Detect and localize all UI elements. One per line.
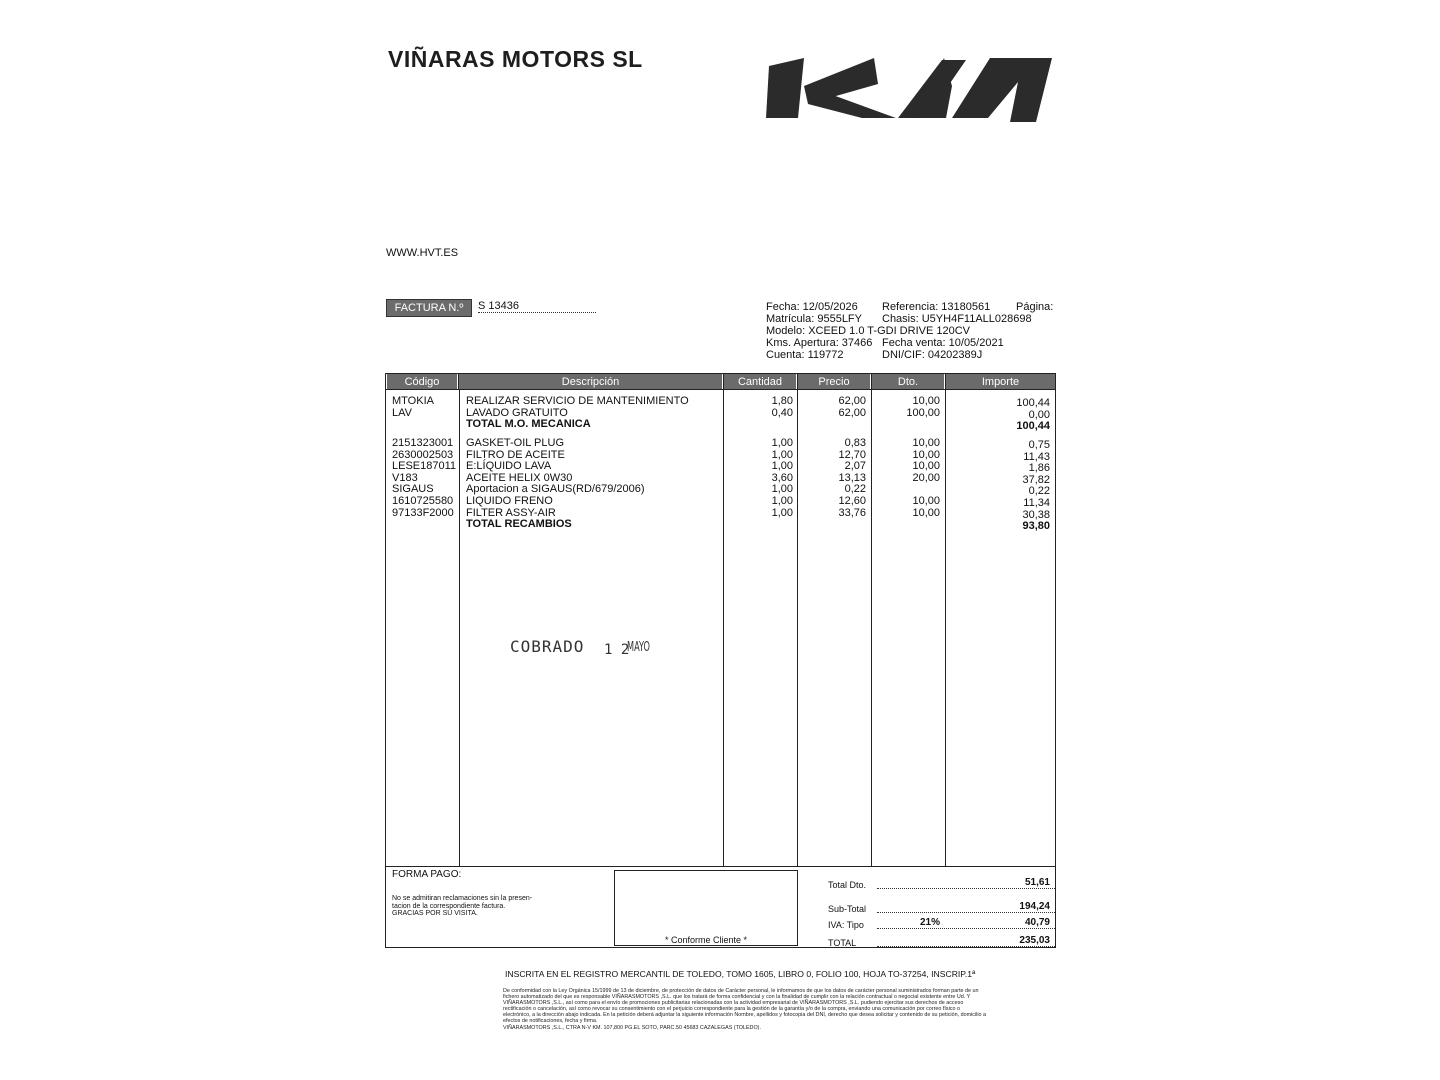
row-importe: 11,43 — [1023, 450, 1050, 463]
modelo: Modelo: XCEED 1.0 T-GDI DRIVE 120CV — [766, 325, 970, 337]
row-dto: 10,00 — [912, 437, 940, 449]
factura-number: S 13436 — [478, 300, 519, 312]
legal-text — [503, 988, 1055, 1031]
fecha: Fecha: 12/05/2026 — [766, 301, 858, 313]
forma-pago: FORMA PAGO: — [392, 869, 462, 880]
row-importe: 0,75 — [1028, 439, 1050, 451]
row-descripcion: LIQUIDO FRENO — [466, 495, 553, 507]
note-line-2: tacion de la correspondiente factura. — [392, 902, 506, 910]
row-cantidad: 3,60 — [771, 471, 793, 484]
col-cantidad: Cantidad — [724, 374, 796, 389]
row-descripcion: FILTRO DE ACEITE — [466, 448, 565, 461]
iva-label: IVA: Tipo — [828, 920, 864, 930]
row-dto: 10,00 — [912, 495, 940, 507]
total-value: 235,03 — [1019, 935, 1050, 946]
row-codigo: SIGAUS — [392, 483, 434, 495]
row-descripcion: E:LÍQUIDO LAVA — [466, 460, 552, 472]
pagina: Página: — [1016, 301, 1054, 313]
row-descripcion: LAVADO GRATUITO — [466, 407, 568, 419]
col-codigo: Código — [387, 374, 457, 389]
row-precio: 0,83 — [844, 437, 866, 449]
legal-line: VIÑARASMOTORS ,S.L., CTRA N-V KM. 107,800 PG.EL SOTO, PARC.50 45683 CAZALEGAS (TOLEDO). — [503, 1024, 761, 1031]
row-cantidad: 1,00 — [771, 483, 793, 495]
factura-dotted-line — [478, 308, 596, 313]
iva-tipo: 21% — [919, 917, 940, 928]
factura-label: FACTURA N.º — [386, 299, 472, 317]
row-dto: 10,00 — [912, 448, 940, 461]
note-line-3: GRACIAS POR SU VISITA. — [392, 910, 478, 917]
row-codigo: 2151323001 — [392, 437, 454, 449]
dotted-line — [877, 912, 1055, 913]
row-codigo: LESE187011 — [392, 460, 457, 472]
row-dto: 10,00 — [912, 395, 940, 407]
subtotal-label: Sub-Total — [828, 904, 867, 914]
row-cantidad: 1,00 — [771, 507, 793, 519]
row-cantidad: 1,00 — [771, 448, 793, 461]
row-cantidad: 1,00 — [771, 495, 793, 507]
col-precio: Precio — [798, 374, 870, 389]
legal-line: fichero automatizado del que es responsable VIÑARASMOTORS ,S.L. que los tratará de forma confidencial y con la finalidad de cumplir con la relación contractual o negocial existente entre Ud. Y — [503, 994, 971, 1001]
header-divider — [386, 389, 1055, 390]
row-codigo: 2630002503 — [392, 448, 454, 461]
row-precio: 2,07 — [844, 460, 866, 472]
total-dto-value: 51,61 — [1024, 877, 1050, 888]
col-importe: Importe — [946, 374, 1055, 389]
row-precio: 12,70 — [838, 448, 866, 461]
col-divider — [459, 389, 460, 866]
col-descripcion: Descripción — [459, 374, 722, 389]
col-dto: Dto. — [872, 374, 944, 389]
row-descripcion: Aportacion a SIGAUS(RD/679/2006) — [466, 483, 645, 495]
fecha-venta: Fecha venta: 10/05/2021 — [882, 337, 1004, 349]
total-label: TOTAL — [828, 938, 857, 948]
note-line-1: No se admitiran reclamaciones sin la presen- — [392, 895, 533, 902]
row-importe: 0,22 — [1028, 485, 1050, 497]
row-cantidad: 1,00 — [771, 460, 793, 472]
cuenta: Cuenta: 119772 — [766, 349, 844, 361]
row-importe: 100,44 — [1016, 420, 1050, 432]
row-descripcion: TOTAL RECAMBIOS — [466, 518, 572, 530]
row-importe: 100,44 — [1016, 397, 1050, 409]
dotted-line — [877, 928, 1055, 929]
row-descripcion: TOTAL M.O. MECANICA — [466, 418, 591, 430]
row-importe: 0,00 — [1028, 409, 1050, 421]
conforme-cliente: * Conforme Cliente * — [664, 935, 748, 945]
row-dto: 20,00 — [912, 471, 940, 484]
company-name: VIÑARAS MOTORS SL — [388, 46, 643, 72]
iva-value: 40,79 — [1024, 917, 1050, 928]
dotted-line — [877, 946, 1055, 947]
dni-cif: DNI/CIF: 04202389J — [882, 349, 983, 361]
legal-line: VIÑARASMOTORS ,S.L., así como para el envío de promociones publicitarias relacionadas con la actividad empresarial de VIÑARASMOTORS ,S.L. pudiendo ejercitar sus derechos de acceso — [503, 1000, 964, 1007]
row-codigo: 97133F2000 — [392, 507, 454, 519]
stamp-day: 1 2 — [604, 642, 630, 658]
row-precio: 62,00 — [838, 407, 866, 419]
row-importe: 11,34 — [1023, 497, 1050, 509]
row-precio: 12,60 — [838, 495, 866, 507]
chasis: Chasis: U5YH4F11ALL028698 — [882, 313, 1032, 325]
row-codigo: V183 — [392, 471, 418, 484]
row-precio: 13,13 — [838, 471, 866, 484]
footer-divider — [386, 866, 1055, 867]
row-codigo: 1610725580 — [392, 495, 454, 507]
row-dto: 10,00 — [912, 460, 940, 472]
website: WWW.HVT.ES — [386, 247, 459, 259]
legal-line: De conformidad con la Ley Orgánica 15/1999 de 13 de diciembre, de protección de datos de Carácter personal, le informamos de que los datos de carácter personal suministrados forman parte de un — [503, 988, 979, 994]
total-dto-label: Total Dto. — [828, 880, 867, 890]
row-descripcion: GASKET-OIL PLUG — [466, 437, 565, 449]
row-cantidad: 0,40 — [771, 407, 793, 419]
legal-line: electrónico, a la dirección abajo indicada. En la petición deberá adjuntar la siguiente información Nombre, apellidos y fotocopia del DNI, derecho que desea solicitar y contenido de su petición, domicilio a — [503, 1012, 987, 1019]
cobrado-stamp: COBRADO — [510, 637, 585, 656]
row-importe: 93,80 — [1022, 520, 1050, 532]
row-dto: 100,00 — [906, 407, 940, 419]
row-precio: 0,22 — [844, 483, 866, 495]
referencia: Referencia: 13180561 — [882, 301, 991, 313]
dotted-line — [877, 888, 1055, 889]
row-descripcion: FILTER ASSY-AIR — [466, 507, 556, 519]
subtotal-value: 194,24 — [1019, 901, 1050, 912]
row-codigo: MTOKIA — [392, 395, 434, 407]
row-codigo: LAV — [392, 407, 412, 419]
row-cantidad: 1,00 — [771, 437, 793, 449]
legal-line: efectos de notificaciones, fecha y firma. — [503, 1018, 598, 1025]
row-precio: 33,76 — [838, 507, 866, 519]
row-precio: 62,00 — [838, 395, 866, 407]
row-dto: 10,00 — [912, 507, 940, 519]
row-cantidad: 1,80 — [771, 395, 793, 407]
row-descripcion: ACEITE HELIX 0W30 — [466, 471, 573, 484]
kia-logo — [766, 56, 1052, 124]
legal-line: rectificación o cancelación, así como revocar su consentimiento con el perjuicio correspondiente para la gestión de la garantía y/o de la compra, enviando una comunicación por correo físico o — [503, 1006, 960, 1013]
col-divider — [458, 374, 459, 390]
row-descripcion: REALIZAR SERVICIO DE MANTENIMIENTO — [466, 395, 689, 407]
row-importe: 1,86 — [1028, 462, 1050, 474]
row-importe: 30,38 — [1022, 509, 1050, 521]
stamp-month: MAYO — [627, 640, 650, 655]
kms-apertura: Kms. Apertura: 37466 — [766, 337, 873, 349]
row-importe: 37,82 — [1022, 473, 1050, 486]
matricula: Matrícula: 9555LFY — [766, 313, 862, 325]
registry-line: INSCRITA EN EL REGISTRO MERCANTIL DE TOLEDO, TOMO 1605, LIBRO 0, FOLIO 100, HOJA TO-37254, INSCRIP.1ª — [505, 969, 976, 979]
